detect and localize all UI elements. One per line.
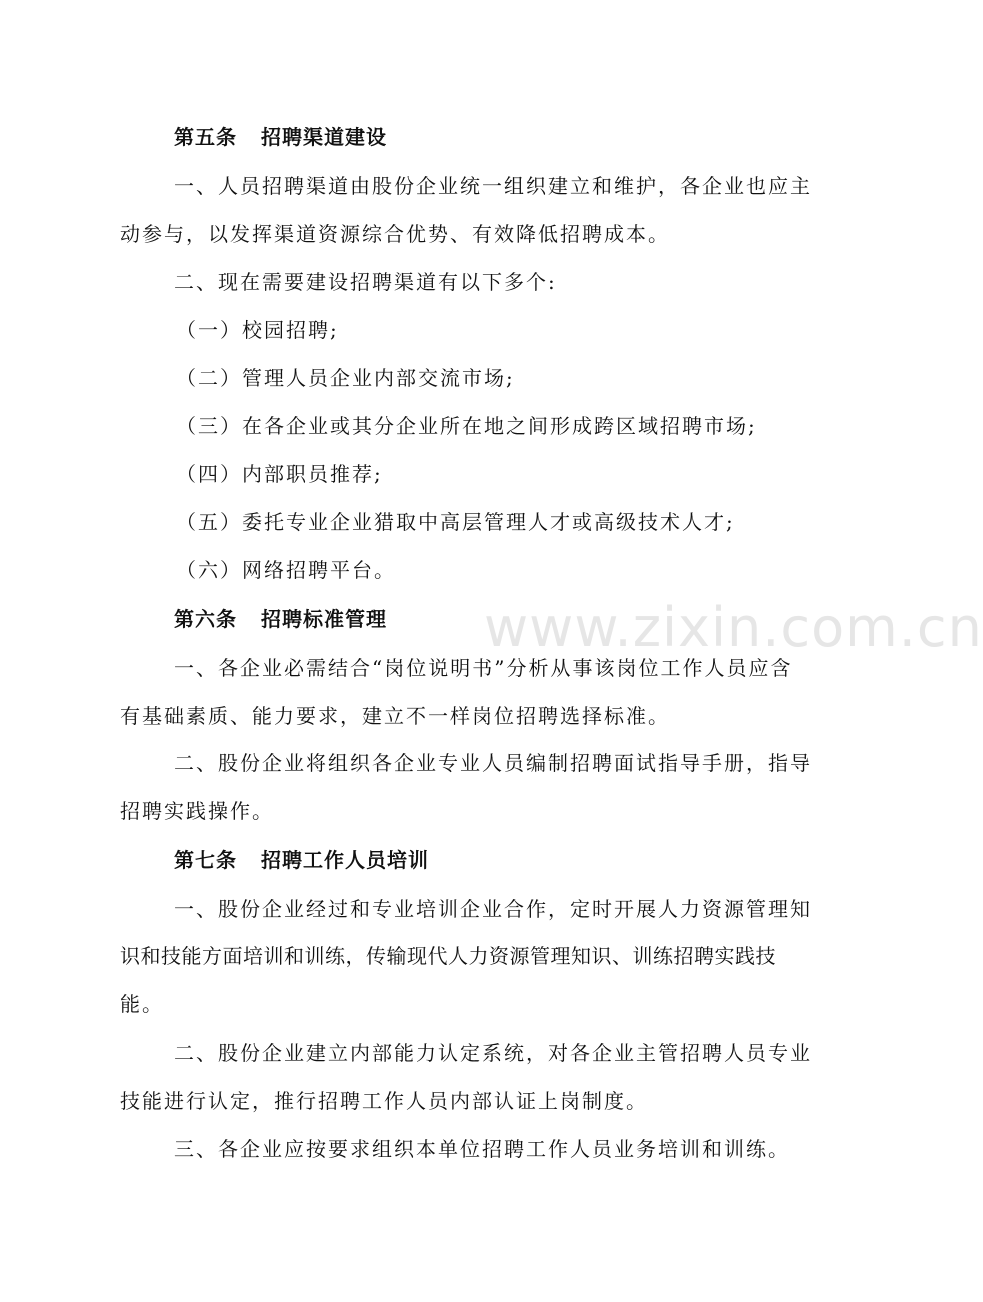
article-7-para-1-line-1: 一、股份企业经过和专业培训企业合作，定时开展人力资源管理知 [174,897,812,921]
article-7-para-2-line-1: 二、股份企业建立内部能力认定系统，对各企业主管招聘人员专业 [174,1041,812,1065]
article-7-number: 第七条 [174,848,237,872]
article-5-para-1-line-2: 动参与，以发挥渠道资源综合优势、有效降低招聘成本。 [120,222,670,246]
article-5-item-2: （二）管理人员企业内部交流市场; [176,366,515,390]
article-5-number: 第五条 [174,125,237,149]
article-5-para-2: 二、现在需要建设招聘渠道有以下多个: [174,270,557,294]
article-6-para-1-line-1: 一、各企业必需结合“岗位说明书”分析从事该岗位工作人员应含 [174,656,793,680]
article-7-para-1-line-3: 能。 [120,992,164,1016]
article-5-heading [174,125,854,149]
article-7-title: 招聘工作人员培训 [261,848,429,872]
article-7-para-1-line-2: 识和技能方面培训和训练，传输现代人力资源管理知识、训练招聘实践技 [120,944,776,968]
article-7-para-3: 三、各企业应按要求组织本单位招聘工作人员业务培训和训练。 [174,1137,790,1161]
article-5-item-3: （三）在各企业或其分企业所在地之间形成跨区域招聘市场; [176,414,757,438]
article-5-item-6: （六）网络招聘平台。 [176,558,396,582]
watermark: www.zixin.com.cn [484,596,983,659]
article-5-item-5: （五）委托专业企业猎取中高层管理人才或高级技术人才; [176,510,735,534]
article-6-number: 第六条 [174,607,237,631]
article-7-para-2-line-2: 技能进行认定，推行招聘工作人员内部认证上岗制度。 [120,1089,648,1113]
article-6-para-2-line-1: 二、股份企业将组织各企业专业人员编制招聘面试指导手册，指导 [174,751,812,775]
article-5-para-1-line-1: 一、人员招聘渠道由股份企业统一组织建立和维护，各企业也应主 [174,174,812,198]
article-6-para-1-line-2: 有基础素质、能力要求，建立不一样岗位招聘选择标准。 [120,704,670,728]
article-5-title: 招聘渠道建设 [261,125,387,149]
article-6-para-2-line-2: 招聘实践操作。 [120,799,274,823]
article-6-heading [174,607,854,631]
article-7-heading [174,848,854,872]
article-5-item-1: （一）校园招聘; [176,318,339,342]
article-6-title: 招聘标准管理 [261,607,387,631]
article-5-item-4: （四）内部职员推荐; [176,462,383,486]
